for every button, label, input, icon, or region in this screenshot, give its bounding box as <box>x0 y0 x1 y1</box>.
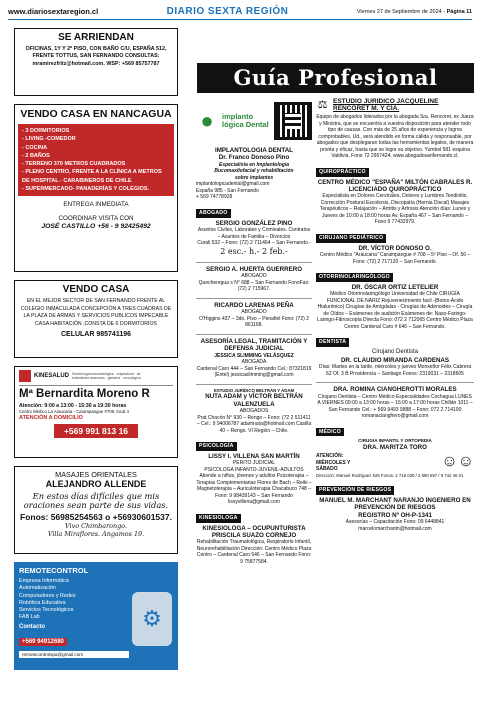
qr-code-icon[interactable] <box>274 102 312 140</box>
service-item: FAB Lab <box>19 614 40 621</box>
listing-donoso: DR. VÍCTOR DONOSO O. Centro Médico "Araucaria" Carampangue # 708 – 5º Piso – Of. 56 – Fono: (72) 2 717120 – San Fernando. <box>319 244 471 265</box>
ad-masajes <box>14 466 178 554</box>
listing-toro: CIRUGIA INFANTIL Y ORTOPEDIA DRA. MARITZA TORO ATENCIÓN: MIÉRCOLES Y SÁBADO ☺☺ Dirección: Manuel Rodríguez 525 Fonos: 2 718 030 / 2 580 597 / 9 742 46 01 <box>316 438 474 478</box>
service-item: Automatización <box>19 585 56 592</box>
list-item: - 2 BAÑOS <box>22 152 50 159</box>
listing-ciangherotti: DRA. ROMINA CIANGHEROTTI MORALES Cirujano Dentista – Centro Médico Especialidades Cochagua LUNES A VIERNES 09:00 a 13:00 horas – 16:00 a 17:00 horas Chillán 1011 – San Fernando Cel.: + 569 9493 9888 – Fono: 072 2 714100 romanacianghero@gmail.com <box>317 386 473 420</box>
divider <box>316 382 474 383</box>
contact-label: Contacto <box>19 623 45 630</box>
toro-details: ATENCIÓN: MIÉRCOLES Y SÁBADO ☺☺ <box>316 452 474 473</box>
ad-title: SE ARRIENDAN <box>58 32 134 43</box>
listing-gonzalez: SERGIO GONZÁLEZ PINO Asuntos Civiles, Laborales y Criminales. Contratos – Asuntos de Familia – Divorcios Curali 532 – Fono: (72) 2 711464 – San Fernando.- 2 esc.- h.- 2 feb.- <box>197 219 311 256</box>
listing-beltran-adam: ESTUDIO JURÍDICO BELTRÁN Y ADAM NUTA ADAM y VÍCTOR BELTRÁN VALENZUELA ABOGADOS Prat Chacón N° 930 – Rengo – Fono: (72 2 511411 – Cel.: 9 94006787 adamnuta@hotmail.com Casilla 40 – Rengo. VI Región – Chile. <box>196 387 312 434</box>
section-cirujano-pediatrico: CIRUJANO PEDIÁTRICO <box>316 234 386 243</box>
listing-marchant: MANUEL M. MARCHANT NARANJO INGENIERO EN PREVENCIÓN DE RIESGOS REGISTRO Nº OH-P-1341 Asesorías – Capacitación Fono: 09 6448841 marcelomarchantn@hotmail.com <box>319 497 471 532</box>
tooth-icon: ● <box>200 107 214 133</box>
page-header <box>8 4 472 20</box>
list-item: - 3 DORMITORIOS <box>22 128 70 135</box>
listing-huerta: SERGIO A. HUERTA GUERRERO ABOGADO Quecheregua s N° 688 – San Fernando FonoFax: (72) 2 715967. <box>198 265 310 293</box>
ad-phone: +569 991 813 16 <box>54 424 138 438</box>
ad-kinesalud <box>14 366 178 458</box>
ad-line: COORDINAR VISITA CON <box>58 214 134 222</box>
listing-cabrales: CENTRO MÉDICO "ESPAÑA" MILTÓN CABRALES R. LICENCIADO QUIROPRÁCTICO Especialista en Dolores Cervicales, Dolores y Lumbres Tendinitis, Corrección Postural Escoliosis, Discopatía (Hernia Discal) Masajes Terapéuticos – Relajación – Artritis y Artrosis Atención días: Lunes y Jueves de 10:00 a 18:00 horas Av. España 467 – San Fernando – Fono 9 77432979. <box>317 178 473 226</box>
listing-larenas: RICARDO LARENAS PEÑA ABOGADO O'Higgins 437 – 3do. Piso – Penafiel Fono: (72) 2 861168. <box>199 301 309 329</box>
ad-vendo-casa-nancagua <box>14 104 178 272</box>
ad-remotecontrol <box>14 562 178 670</box>
list-item: - LIVING -COMEDOR <box>22 136 76 143</box>
guide-column-right <box>316 98 474 537</box>
ad-name: Mª Bernardita Moreno R <box>19 385 173 400</box>
divider <box>196 298 312 299</box>
implant-logo-text: implanto lógica Dental <box>222 112 269 129</box>
divider <box>196 384 312 385</box>
list-item: - PLENO CENTRO, FRENTE A LA CLÍNICA A METROS DE HOSPITAL - CARABINEROS DE CHILE <box>22 169 162 184</box>
service-item: Computadores y Redes <box>19 592 76 599</box>
listing-ortiz: DR. ÓSCAR ORTIZ LETELIER Médico Otorrinolaringólogo Universidad de Chile CIRUGÍA FUNCIONAL DE NARIZ Rejuvenecimiento facil -(Botox-Ácido Hialurónico) Cirugías de Amígdalas - Cirugías de Adenoides – Cirugía de Oídos – Exámenes de audición Exámenes de: Naso-Faringo-Laringo-Fibroscopía Directa Fono: 072 2 712065 Centro Médico Plaza Centro Cardenal Caro # 646 – San Fernando. <box>317 283 473 330</box>
section-kinesiologa: KINESIOLOGA <box>196 514 241 523</box>
section-prevencion: PREVENCIÓN DE RIESGOS <box>316 486 394 495</box>
list-item: - SUPERMERCADO- PANADERÍAS Y COLEGIOS. <box>22 185 150 192</box>
ad-hours: Atención: 9:00 a 13:00 - 15:30 a 19:30 horas <box>19 403 127 409</box>
children-icon: ☺☺ <box>441 452 474 470</box>
listing-slimming: ASESORÍA LEGAL, TRAMITACIÓN Y DEFENSA JUDICIAL JESSICA SLIMMING VELÁSQUEZ ABOGADA Cardenal Caro 444 – San Fernando Cel.: 87321819 (Entel) jessicaslimming@gmail.com <box>196 337 312 379</box>
ad-title: REMOTECONTROL <box>19 566 89 575</box>
ad-address: Villa Miraflores. Angamos 19. <box>47 529 145 538</box>
list-item: - TERRENO 370 METROS CUADRADOS <box>22 161 126 168</box>
implant-logo-row <box>196 98 312 144</box>
site-url[interactable]: www.diariosextaregion.cl <box>8 7 99 16</box>
ad-title: VENDO CASA EN NANCAGUA <box>20 108 172 120</box>
section-quiropractico: QUIROPRÁCTICO <box>316 168 369 177</box>
list-item: - COCINA <box>22 144 48 151</box>
listing-suazo: KINESIOLOGA – OCUPUNTURISTA PRISCILA SUAZO CORNEJO Rehabilitación Traumatológica, Respiratorio Infantil, Neurorehabilitación Dirección: Centro Médico Plaza Centro – Cardenal Caro 646 – San Fernando Fono: 9 75877584. <box>196 524 312 565</box>
ad-body: OFICINAS, 1Y Y 2º PISO, CON BAÑO C/U, ESPAÑA 512, FRENTE TOTTUS, SAN FERNANDO CONSULTAS: mramirezfritz@hotmail.com. WSP: +569 85757787 <box>25 46 167 67</box>
features-list <box>18 124 174 196</box>
listing-miranda: Cirujano Dentista DR. CLAUDIO MIRANDA CARDENAS Días: Martes en la tarde, miércoles y jueves Monseñor Félix Cabrera 62 Of. 3 B Providencia – Santiago Fonos: 2319031 – 2318605 <box>318 349 472 377</box>
ad-email[interactable]: remotecontrolspa@gmail.com <box>19 651 129 658</box>
listing-rencoret: Equipo de abogados liderados por la abogada Sra. Rencoret, ex Jueza y Ministra, que se encuentra a vuestra disposición para atender todo tipo de causas. Con más de 25 años de experiencia y logros comprobables, Ud., será atendido en forma cálida y responsable, por abogados que desplegaran todas las herramientas legales, de manera pronta y eficaz, hasta que se logre su objetivo. Yumbel 581 esquina Valdivia. Fono 72 2967424. www.abogadosanfernando.cl. <box>316 114 474 160</box>
ad-body: EN EL MEJOR SECTOR DE SAN FERNANDO FRENTE AL COLEGIO INMACULADA CONCEPCIÓN A TRES CUADRAS DE LA PLAZA DE ARMAS Y SERVICIOS PUBLICOS IMPECABLE CASA HABITACIÓN ,CONSTA DE 6 DORMITORIOS <box>20 298 172 327</box>
divider <box>196 262 312 263</box>
rencoret-logo: ⚖ ESTUDIO JURIDICO JACQUELINE RENCORET M. Y CÍA. <box>317 98 439 113</box>
robot-icon: ⚙ <box>132 592 172 646</box>
ad-address: Vivo Chimbarongo. <box>65 521 127 530</box>
ad-phone: Fonos: 56985254563 o +56930601537. <box>20 511 172 522</box>
ad-phone: JOSÉ CASTILLO +56 - 9 92425492 <box>41 222 151 230</box>
listing-villena: LISSY I. VILLENA SAN MARTÍN PERITO JUDICIAL PSICOLOGA INFANTO-JUVENIL-ADULTOS Atiende a niños, jóvenes y adultos Psicoterapia – Terapias Complementarias Flores de Bach – Reiki – Magnetoterapia – Auriculoterapia Chacabuco 748 – Fono: 9 98439143 – San Fernando lissyvillena@gmail.com <box>196 452 312 506</box>
listing-implantologia: IMPLANTOLOGIA DENTAL Dr. Franco Donoso Pino Especialista en Implantología Bucomaxilofacial y rehabilitación sobre implantes implantologicadental@gmail.com España 985 - San Fernando + 569 74778928 <box>196 147 294 201</box>
logo-icon <box>19 370 31 382</box>
ad-address: Centro Médico La Araucaria - Carampangue #708, local 4 <box>19 409 129 414</box>
divider <box>196 334 312 335</box>
section-psicologia: PSICOLOGÍA <box>196 442 237 451</box>
left-classifieds <box>14 28 178 678</box>
service-item: Empresa Informática <box>19 578 69 584</box>
scales-of-justice-icon: ⚖ <box>317 99 328 111</box>
ad-message: En estos días difíciles que mis oraciones sean parte de sus vidas. <box>23 491 169 511</box>
service-item: Robótica Educativa <box>19 599 66 606</box>
ad-phone: CELULAR 985741196 <box>60 331 132 339</box>
guide-column-middle <box>196 98 312 570</box>
section-dentista: DENTISTA <box>316 338 349 347</box>
ad-phone: +569 94912680 <box>19 638 67 646</box>
ad-note: ATENCIÓN A DOMICILIO <box>19 415 83 421</box>
guide-banner: Guía Profesional <box>197 63 474 93</box>
newspaper-title: DIARIO SEXTA REGIÓN <box>166 6 289 17</box>
ad-line: ENTREGA INMEDIATA <box>63 201 129 209</box>
ad-se-arriendan <box>14 28 178 96</box>
section-abogado: ABOGADO <box>196 209 231 218</box>
kinesalud-logo: KINESALUD Kinesiología traumatológica · respiratoria · de tratamiento avanzado · geriatría · neurológica <box>19 370 173 382</box>
ad-title: MASAJES ORIENTALES ALEJANDRO ALLENDE <box>45 470 147 490</box>
section-otorrinolaringologo: OTORRINOLARINGÓLOGO <box>316 273 393 282</box>
ad-vendo-casa <box>14 280 178 358</box>
service-item: Servicios Tecnológicos <box>19 607 74 614</box>
section-medico: MÉDICO <box>316 428 344 437</box>
date-line: Viernes 27 de Septiembre de 2024 - Página 11 <box>356 8 472 15</box>
ad-title: VENDO CASA <box>62 284 130 295</box>
